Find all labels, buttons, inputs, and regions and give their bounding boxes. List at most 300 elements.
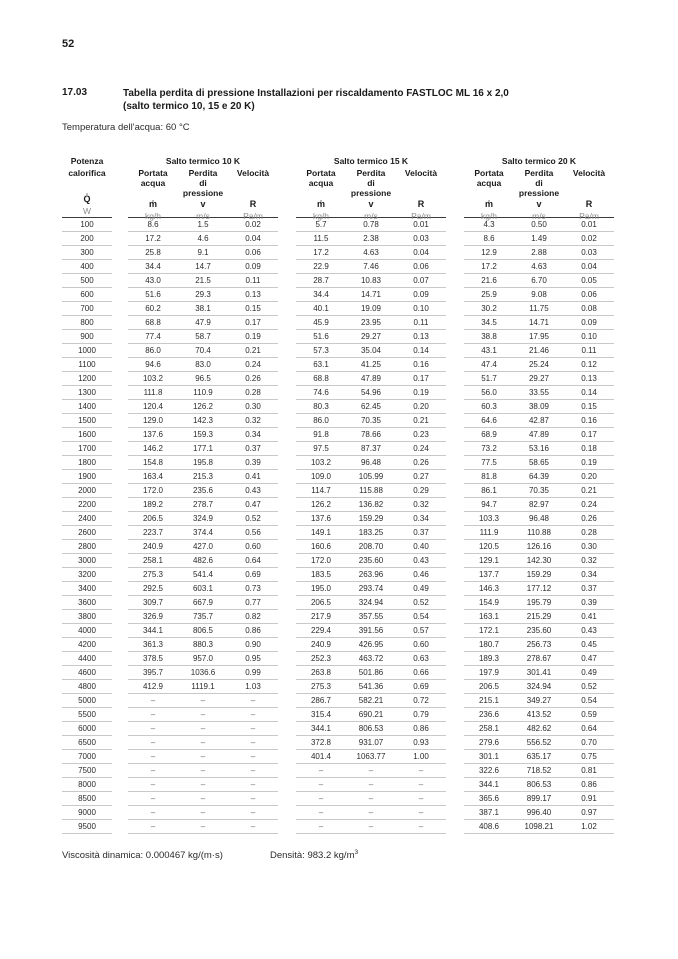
table-cell: 1900 (78, 472, 96, 481)
table-cell: 17.2 (481, 262, 497, 271)
table-cell: 163.1 (478, 612, 500, 621)
table-cell: 1300 (78, 388, 96, 397)
table-cell: 160.6 (310, 542, 332, 551)
table-cell: 11.75 (529, 304, 549, 313)
table-cell: – (418, 822, 424, 831)
table-cell: 0.37 (413, 528, 429, 537)
table-cell: 9.1 (197, 248, 209, 257)
table-cell: 0.64 (581, 724, 597, 733)
table-cell: 96.48 (528, 514, 550, 523)
subcolumn-velocity (228, 168, 278, 222)
table-cell: 109.0 (310, 472, 332, 481)
table-cell: 8.6 (147, 220, 159, 229)
power-cell-segment (62, 638, 112, 652)
power-column-header (62, 155, 112, 218)
table-cell: 235.60 (358, 556, 384, 565)
table-cell: 0.21 (245, 346, 261, 355)
table-cell: 35.04 (360, 346, 382, 355)
table-row (62, 736, 618, 750)
table-cell: 326.9 (142, 612, 164, 621)
value-cell-segment (296, 694, 446, 708)
table-cell: 137.6 (310, 514, 332, 523)
table-cell: – (200, 794, 206, 803)
value-cell-segment (464, 386, 614, 400)
table-cell: 361.3 (142, 640, 164, 649)
value-cell-segment (128, 610, 278, 624)
subcolumn-unit: kg/h (312, 211, 330, 221)
table-cell: 80.3 (313, 402, 329, 411)
power-cell-segment (62, 792, 112, 806)
power-cell-segment (62, 386, 112, 400)
table-cell: – (250, 780, 256, 789)
table-cell: 482.62 (526, 724, 552, 733)
table-cell: 0.21 (581, 486, 597, 495)
table-row (62, 540, 618, 554)
table-cell: 0.86 (245, 626, 261, 635)
table-row (62, 554, 618, 568)
table-cell: – (250, 752, 256, 761)
table-cell: – (150, 724, 156, 733)
table-cell: 0.41 (245, 472, 261, 481)
table-row (62, 316, 618, 330)
value-cell-segment (464, 778, 614, 792)
table-cell: 43.0 (145, 276, 161, 285)
table-cell: 51.7 (481, 374, 497, 383)
value-cell-segment (128, 722, 278, 736)
table-cell: 4.3 (483, 220, 495, 229)
table-cell: 0.79 (413, 710, 429, 719)
table-cell: 83.0 (195, 360, 211, 369)
value-cell-segment (464, 526, 614, 540)
table-cell: 5000 (78, 696, 96, 705)
value-cell-segment (464, 330, 614, 344)
value-cell-segment (464, 428, 614, 442)
value-cell-segment (128, 652, 278, 666)
table-cell: 412.9 (142, 682, 164, 691)
table-cell: 1.49 (531, 234, 547, 243)
power-column-symbol: Q̇ (83, 194, 91, 204)
table-cell: 0.57 (413, 626, 429, 635)
table-cell: 96.48 (360, 458, 382, 467)
table-cell: – (150, 752, 156, 761)
value-cell-segment (128, 596, 278, 610)
power-cell-segment (62, 694, 112, 708)
table-cell: 183.5 (310, 570, 332, 579)
value-cell-segment (464, 708, 614, 722)
table-cell: 3600 (78, 598, 96, 607)
table-cell: – (368, 794, 374, 803)
table-cell: 400 (80, 262, 94, 271)
value-cell-segment (128, 498, 278, 512)
table-cell: 256.73 (526, 640, 552, 649)
subcolumn-unit: m/s (196, 211, 210, 221)
table-cell: – (368, 808, 374, 817)
table-cell: 91.8 (313, 430, 329, 439)
value-cell-segment (464, 232, 614, 246)
table-cell: 4600 (78, 668, 96, 677)
table-cell: 97.5 (313, 444, 329, 453)
value-cell-segment (296, 302, 446, 316)
table-row (62, 750, 618, 764)
table-cell: 206.5 (478, 682, 500, 691)
table-cell: – (250, 710, 256, 719)
table-cell: 2.88 (531, 248, 547, 257)
table-cell: 0.05 (581, 276, 597, 285)
table-cell: 301.41 (526, 668, 552, 677)
value-cell-segment (464, 400, 614, 414)
table-cell: 68.8 (145, 318, 161, 327)
table-row (62, 694, 618, 708)
table-cell: 86.0 (313, 416, 329, 425)
value-cell-segment (296, 400, 446, 414)
table-cell: 64.6 (481, 416, 497, 425)
table-cell: 77.5 (481, 458, 497, 467)
table-cell: 159.3 (192, 430, 214, 439)
value-cell-segment (464, 316, 614, 330)
table-cell: 10.83 (360, 276, 382, 285)
table-cell: 60.3 (481, 402, 497, 411)
table-cell: 349.27 (526, 696, 552, 705)
table-cell: 1119.1 (191, 682, 215, 691)
table-header (62, 155, 618, 221)
table-cell: 0.97 (581, 808, 597, 817)
value-cell-segment (128, 484, 278, 498)
table-cell: 931.07 (358, 738, 384, 747)
table-cell: 1.03 (245, 682, 261, 691)
table-cell: 322.6 (478, 766, 500, 775)
table-cell: 126.2 (192, 402, 214, 411)
power-cell-segment (62, 302, 112, 316)
table-cell: 129.0 (142, 416, 164, 425)
table-cell: 9500 (78, 822, 96, 831)
table-cell: 172.0 (142, 486, 164, 495)
table-cell: 0.20 (581, 472, 597, 481)
table-cell: 215.29 (526, 612, 552, 621)
table-cell: 81.8 (481, 472, 497, 481)
table-cell: 8.6 (483, 234, 495, 243)
value-cell-segment (464, 358, 614, 372)
table-cell: – (250, 794, 256, 803)
value-cell-segment (296, 624, 446, 638)
table-cell: 0.02 (245, 220, 261, 229)
subcolumn-headers (128, 168, 278, 222)
value-cell-segment (296, 316, 446, 330)
table-cell: 0.72 (413, 696, 429, 705)
table-cell: 54.96 (360, 388, 382, 397)
section-number: 17.03 (62, 87, 88, 98)
table-cell: 142.30 (526, 556, 552, 565)
table-cell: 163.4 (142, 472, 164, 481)
table-cell: – (200, 696, 206, 705)
table-cell: 189.2 (142, 500, 164, 509)
subcolumn-headers (464, 168, 614, 222)
value-cell-segment (296, 512, 446, 526)
table-cell: 146.2 (142, 444, 164, 453)
table-cell: 159.29 (358, 514, 384, 523)
subcolumn-label: Velocità (236, 168, 270, 178)
table-cell: 6500 (78, 738, 96, 747)
table-cell: 1600 (78, 430, 96, 439)
page-number: 52 (62, 38, 75, 50)
table-cell: 4.6 (197, 234, 209, 243)
table-cell: 58.65 (528, 458, 550, 467)
subcolumn-label: Perdita (188, 168, 218, 178)
table-cell: 47.4 (481, 360, 497, 369)
power-cell-segment (62, 526, 112, 540)
table-cell: 0.04 (581, 262, 597, 271)
table-cell: 0.17 (581, 430, 597, 439)
value-cell-segment (464, 540, 614, 554)
table-row (62, 708, 618, 722)
table-cell: 0.91 (581, 794, 597, 803)
table-cell: 25.9 (481, 290, 497, 299)
table-cell: 1063.77 (356, 752, 386, 761)
table-cell: 635.17 (526, 752, 552, 761)
table-row (62, 568, 618, 582)
table-cell: 137.7 (478, 570, 500, 579)
value-cell-segment (464, 582, 614, 596)
table-cell: 378.5 (142, 654, 164, 663)
table-cell: 40.1 (313, 304, 329, 313)
table-cell: 57.3 (313, 346, 329, 355)
subcolumn-pressure-loss (514, 168, 564, 222)
table-cell: 235.6 (192, 486, 214, 495)
table-cell: 6.70 (531, 276, 547, 285)
subcolumn-unit: kg/h (144, 211, 162, 221)
table-cell: 301.1 (478, 752, 500, 761)
table-cell: – (318, 766, 324, 775)
value-cell-segment (464, 722, 614, 736)
value-cell-segment (464, 694, 614, 708)
table-cell: 1098.21 (524, 822, 554, 831)
value-cell-segment (128, 540, 278, 554)
table-cell: 800 (80, 318, 94, 327)
table-cell: 6000 (78, 724, 96, 733)
table-cell: 556.52 (526, 738, 552, 747)
power-cell-segment (62, 470, 112, 484)
table-cell: 735.7 (192, 612, 214, 621)
table-cell: – (318, 808, 324, 817)
table-cell: 0.19 (245, 332, 261, 341)
group-header-20k (464, 155, 614, 221)
value-cell-segment (296, 596, 446, 610)
power-cell-segment (62, 484, 112, 498)
table-cell: 0.47 (245, 500, 261, 509)
table-cell: 111.8 (143, 388, 163, 397)
table-cell: – (368, 822, 374, 831)
table-cell: 21.5 (195, 276, 211, 285)
table-cell: 0.47 (581, 654, 597, 663)
table-cell: 100 (80, 220, 94, 229)
table-cell: 0.40 (413, 542, 429, 551)
table-cell: 23.95 (360, 318, 382, 327)
value-cell-segment (464, 414, 614, 428)
table-cell: 0.02 (581, 234, 597, 243)
value-cell-segment (464, 554, 614, 568)
table-cell: 2800 (78, 542, 96, 551)
value-cell-segment (296, 498, 446, 512)
power-cell-segment (62, 260, 112, 274)
value-cell-segment (128, 302, 278, 316)
table-cell: 38.1 (195, 304, 211, 313)
table-cell: 3000 (78, 556, 96, 565)
value-cell-segment (128, 638, 278, 652)
table-cell: 0.28 (581, 528, 597, 537)
table-cell: 17.95 (528, 332, 550, 341)
value-cell-segment (128, 358, 278, 372)
table-cell: 45.9 (313, 318, 329, 327)
table-cell: 1200 (78, 374, 96, 383)
table-cell: 68.8 (313, 374, 329, 383)
table-cell: 73.2 (481, 444, 497, 453)
value-cell-segment (128, 820, 278, 834)
table-cell: 0.11 (581, 346, 597, 355)
table-cell: 0.69 (413, 682, 429, 691)
table-cell: 12.9 (481, 248, 497, 257)
table-cell: 172.1 (478, 626, 500, 635)
table-cell: 129.1 (478, 556, 500, 565)
table-cell: 105.99 (358, 472, 384, 481)
table-cell: 177.12 (526, 584, 552, 593)
power-cell-segment (62, 456, 112, 470)
power-cell-segment (62, 820, 112, 834)
table-cell: 263.96 (358, 570, 384, 579)
subcolumn-symbol: ṁ (316, 199, 325, 209)
value-cell-segment (296, 638, 446, 652)
table-row (62, 274, 618, 288)
table-row (62, 232, 618, 246)
table-cell: 180.7 (478, 640, 500, 649)
subcolumn-headers (296, 168, 446, 222)
value-cell-segment (296, 232, 446, 246)
table-cell: 229.4 (310, 626, 332, 635)
value-cell-segment (128, 372, 278, 386)
table-cell: 177.1 (192, 444, 214, 453)
table-cell: 0.56 (245, 528, 261, 537)
subcolumn-symbol: v (200, 199, 206, 209)
table-cell: 0.45 (581, 640, 597, 649)
value-cell-segment (296, 722, 446, 736)
table-cell: 4800 (78, 682, 96, 691)
table-cell: 70.35 (360, 416, 382, 425)
table-cell: 278.67 (526, 654, 552, 663)
value-cell-segment (464, 610, 614, 624)
subcolumn-unit: Pa/m (243, 211, 263, 221)
value-cell-segment (464, 442, 614, 456)
value-cell-segment (464, 680, 614, 694)
table-cell: 387.1 (478, 808, 500, 817)
table-cell: – (368, 780, 374, 789)
table-cell: 0.06 (413, 262, 429, 271)
subcolumn-unit: Pa/m (411, 211, 431, 221)
table-cell: 41.25 (360, 360, 382, 369)
table-cell: 718.52 (526, 766, 552, 775)
subcolumn-pressure-loss (178, 168, 228, 222)
table-cell: 7500 (78, 766, 96, 775)
table-cell: 3400 (78, 584, 96, 593)
value-cell-segment (128, 246, 278, 260)
table-cell: – (200, 724, 206, 733)
table-cell: 0.03 (581, 248, 597, 257)
table-cell: 215.3 (192, 472, 214, 481)
table-row (62, 372, 618, 386)
table-cell: 258.1 (478, 724, 500, 733)
subcolumn-symbol: R (249, 199, 257, 209)
power-cell-segment (62, 764, 112, 778)
power-cell-segment (62, 372, 112, 386)
table-cell: 0.69 (245, 570, 261, 579)
table-cell: 365.6 (478, 794, 500, 803)
table-cell: 0.20 (413, 402, 429, 411)
table-cell: 0.52 (413, 598, 429, 607)
table-cell: 0.30 (581, 542, 597, 551)
table-cell: 0.34 (413, 514, 429, 523)
table-cell: 0.29 (413, 486, 429, 495)
value-cell-segment (296, 330, 446, 344)
table-cell: 252.3 (310, 654, 332, 663)
subcolumn-symbol: v (536, 199, 542, 209)
table-cell: 427.0 (192, 542, 214, 551)
value-cell-segment (128, 624, 278, 638)
table-cell: 344.1 (310, 724, 332, 733)
table-cell: 372.8 (310, 738, 332, 747)
value-cell-segment (128, 288, 278, 302)
subcolumn-flow (296, 168, 346, 222)
group-header-10k (128, 155, 278, 221)
table-cell: 0.34 (245, 430, 261, 439)
table-cell: 4400 (78, 654, 96, 663)
table-cell: – (200, 780, 206, 789)
subcolumn-label: acqua (140, 178, 166, 188)
group-header-15k (296, 155, 446, 221)
table-row (62, 666, 618, 680)
table-cell: 0.09 (581, 318, 597, 327)
table-cell: 806.5 (192, 626, 214, 635)
value-cell-segment (464, 820, 614, 834)
table-cell: – (150, 780, 156, 789)
table-cell: 0.49 (581, 668, 597, 677)
table-cell: 0.50 (531, 220, 547, 229)
table-row (62, 680, 618, 694)
table-cell: 0.86 (581, 780, 597, 789)
value-cell-segment (464, 750, 614, 764)
value-cell-segment (128, 526, 278, 540)
table-cell: 0.39 (245, 458, 261, 467)
table-cell: – (150, 738, 156, 747)
subcolumn-label: Perdita (524, 168, 554, 178)
table-cell: – (200, 738, 206, 747)
table-cell: 600 (80, 290, 94, 299)
table-cell: 0.23 (413, 430, 429, 439)
subcolumn-label: di pressione (518, 178, 560, 198)
value-cell-segment (464, 596, 614, 610)
table-cell: 309.7 (142, 598, 164, 607)
subcolumn-label: Portata (138, 168, 168, 178)
table-cell: 0.30 (245, 402, 261, 411)
table-cell: 120.5 (478, 542, 500, 551)
table-cell: 324.9 (192, 514, 214, 523)
table-cell: 5.7 (315, 220, 327, 229)
value-cell-segment (128, 470, 278, 484)
value-cell-segment (296, 708, 446, 722)
value-cell-segment (296, 470, 446, 484)
power-cell-segment (62, 246, 112, 260)
table-cell: – (250, 724, 256, 733)
value-cell-segment (128, 330, 278, 344)
table-row (62, 456, 618, 470)
value-cell-segment (128, 792, 278, 806)
table-cell: 30.2 (481, 304, 497, 313)
